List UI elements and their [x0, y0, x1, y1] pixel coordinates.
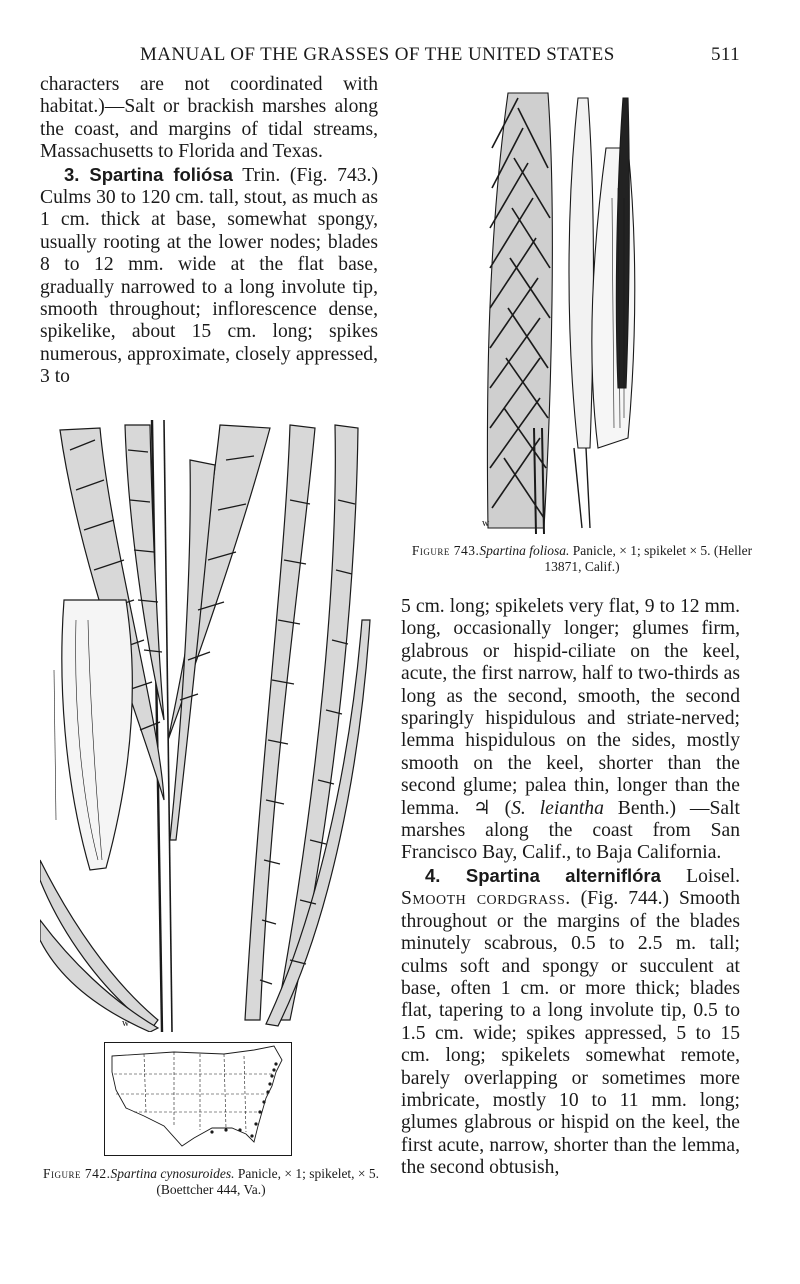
synonym-author-habitat: Benth.) —Salt marshes along the coast from San Francisco Bay, Calif., to Baja California. [401, 797, 740, 864]
paragraph-continued-right [401, 596, 740, 865]
paragraph-continued: characters are not coordinated with habitat.)—Salt or brackish marshes along the coast, and margins of tidal streams, Massachusetts to Florida and Texas. [40, 74, 378, 163]
page-number: 511 [711, 44, 740, 65]
figure-species: Spartina cynosuroides. [110, 1166, 235, 1181]
figure-743-caption [398, 543, 766, 575]
common-name: Smooth cordgrass. [401, 888, 571, 910]
synonym: S. leiantha [511, 797, 604, 819]
artist-mark: w [122, 1018, 130, 1029]
species-heading: 4. Spartina alterniflóra [425, 864, 661, 886]
description-text: 5 cm. long; spikelets very flat, 9 to 12 mm. long, occasionally longer; glumes firm, glabrous or hispid-ciliate on the keel, acute, the first narrow, half to two-thirds as long as the second, smooth, the second sparingly hispidulous and striate-nerved; lemma hispidulous on the sides, mostly smooth on the keel, shorter than the second glume; palea thin, longer than the lemma. [401, 596, 740, 819]
paragraph-spartina-foliosa [40, 164, 378, 389]
figure-742-illustration [40, 420, 380, 1032]
paragraph-spartina-alterniflora [401, 865, 740, 1180]
figure-743-illustration [478, 88, 668, 534]
running-title: MANUAL OF THE GRASSES OF THE UNITED STATES [140, 44, 615, 65]
figure-742-caption [38, 1166, 384, 1198]
figure-label: Figure 743. [411, 543, 480, 558]
left-column-text [40, 74, 378, 389]
species-description: Trin. (Fig. 743.) Culms 30 to 120 cm. tall, stout, as much as 1 cm. thick at base, somewhat spongy, usually rooting at the lower nodes; blades 8 to 12 mm. wide at the flat base, gradually narrowed to a long involute tip, smooth throughout; inflorescence dense, spikelike, about 15 cm. long; spikes numerous, approximate, closely appressed, 3 to [40, 164, 378, 388]
species-author: Loisel. [660, 865, 740, 887]
figure-description: Panicle, × 1; spikelet, × 5. (Boettcher 444, Va.) [156, 1166, 380, 1197]
artist-mark: w [482, 518, 490, 529]
figure-description: Panicle, × 1; spikelet × 5. (Heller 13871, Calif.) [544, 543, 753, 574]
paren-open: ( [490, 797, 512, 819]
figure-species: Spartina foliosa. [479, 543, 570, 558]
running-header [140, 44, 740, 66]
distribution-map [104, 1042, 292, 1156]
species-description: (Fig. 744.) Smooth throughout or the margins of the blades minutely scabrous, 0.5 to 2.5 m. tall; culms soft and spongy or succulent at base, often 1 cm. or more thick; blades flat, tapering to a long involute tip, 0.5 to 1.5 cm. wide; spikes appressed, 5 to 15 cm. long; spikelets somewhat remote, barely overlapping or sometimes more imbricate, mostly 10 to 11 mm. long; glumes glabrous or hispid on the keel, the first acute, narrow, shorter than the lemma, the second obtusish, [401, 888, 740, 1179]
perennial-symbol: ♃ [473, 797, 491, 819]
figure-label: Figure 742. [42, 1166, 111, 1181]
right-column-text [401, 596, 740, 1180]
species-heading: 3. Spartina foliósa [64, 163, 233, 185]
